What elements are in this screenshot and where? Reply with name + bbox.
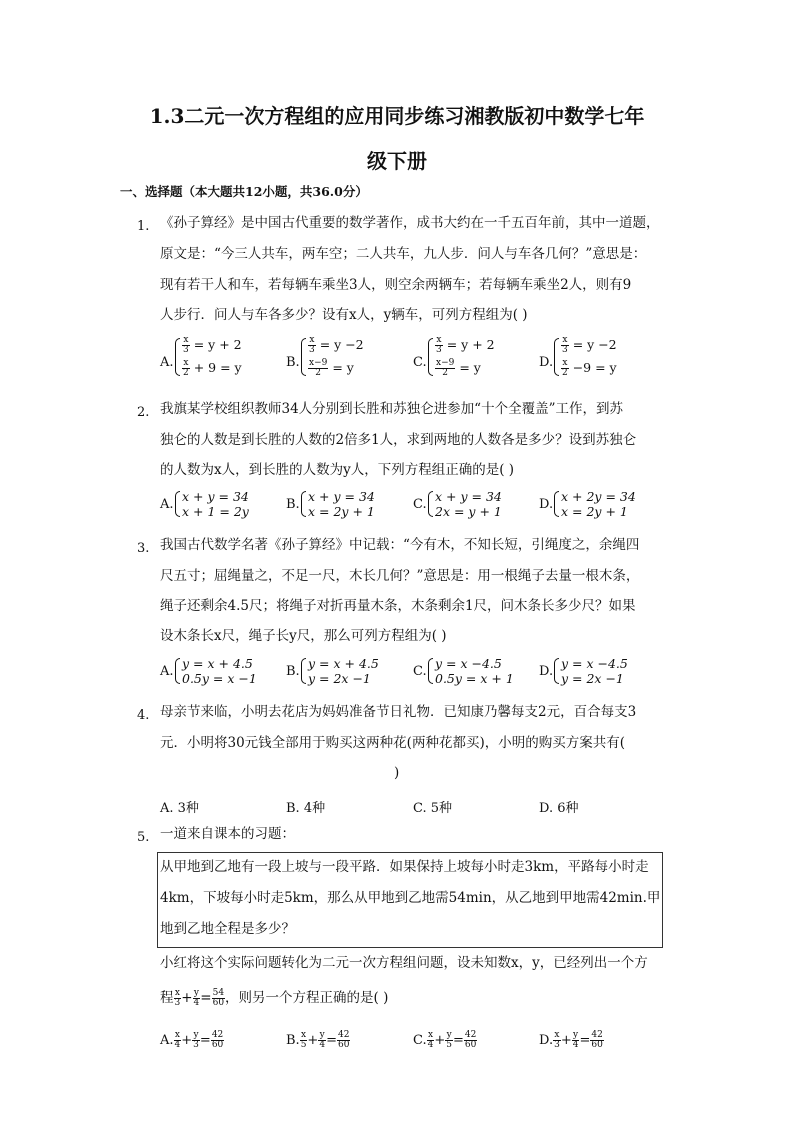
q2-text-line: 我旗某学校组织教师34人分别到长胜和苏独仑进参加“十个全覆盖”工作，到苏: [160, 401, 623, 417]
fraction: [445, 1031, 453, 1050]
fraction-denominator: 3: [193, 1040, 199, 1050]
fraction-numerator: x−9: [309, 358, 328, 368]
fraction: [182, 359, 190, 378]
fraction-numerator: x−9: [436, 358, 455, 368]
operator: +: [181, 989, 193, 1006]
q2-option-a[interactable]: A.: [160, 497, 174, 512]
q4-option-b[interactable]: B. 4种: [286, 801, 326, 816]
equation-system: [554, 336, 617, 378]
fraction: [561, 336, 569, 355]
fraction-numerator: 42: [464, 1030, 477, 1040]
q5-option-c[interactable]: [413, 1031, 477, 1050]
operator: +: [307, 1033, 319, 1048]
equation-system: [428, 656, 514, 686]
fraction: [212, 989, 225, 1008]
equation-row: 2x = y + 1: [435, 504, 502, 519]
equation-system: [428, 336, 495, 378]
equation-row: x + y = 34: [308, 489, 375, 504]
equation-row: [435, 359, 495, 378]
fraction-denominator: 2: [315, 368, 322, 378]
q5-option-b[interactable]: [286, 1031, 350, 1050]
equation-system: [554, 489, 636, 519]
fraction: [193, 989, 201, 1008]
q2-option-b[interactable]: B.: [286, 497, 300, 512]
q5-given-equation-line: [160, 989, 388, 1008]
equation-row: [308, 359, 364, 378]
q2-text-line: 的人数为x人，到长胜的人数为y人，下列方程组正确的是( ): [160, 462, 515, 478]
equation-row: 0.5y = x + 1: [435, 671, 514, 686]
fraction: [427, 1031, 435, 1050]
equation-system: [175, 336, 242, 378]
fraction-denominator: 4: [193, 998, 200, 1008]
fraction-numerator: x: [183, 335, 189, 345]
equation-row: [308, 336, 364, 355]
q1-text-line: 现有若干人和车，若每辆车乘坐3人，则空余两辆车；若每辆车乘坐2人，则有9: [160, 277, 632, 293]
fraction-numerator: x: [183, 358, 189, 368]
fraction-numerator: y: [319, 1030, 325, 1040]
option-label: B.: [286, 1033, 300, 1048]
q5-intro: 一道来自课本的习题：: [160, 826, 295, 842]
fraction: [182, 336, 190, 355]
operator: +: [434, 1033, 446, 1048]
fraction-denominator: 3: [174, 998, 181, 1008]
equation-row: x + y = 34: [435, 489, 502, 504]
q2-option-d[interactable]: D.: [539, 497, 554, 512]
equation-rest: = y: [328, 360, 354, 375]
equation-row: y = 2x −1: [561, 671, 624, 686]
q3-text-line: 尺五寸；屈绳量之，不足一尺，木长几何？”意思是：用一根绳子去量一根木条，: [160, 568, 640, 584]
equation-row: x = 2y + 1: [308, 504, 375, 519]
equation-row: y = x −4.5: [561, 656, 628, 671]
q4-option-c[interactable]: C. 5种: [413, 801, 453, 816]
option-label: C.: [413, 1033, 427, 1048]
q2-text-line: 独仑的人数是到长胜的人数的2倍多1人，求到两地的人数各是多少？设到苏独仑: [160, 432, 637, 448]
doc-title-line2: 级下册: [367, 149, 427, 173]
equation-system: [301, 489, 375, 519]
operator: =: [199, 1033, 211, 1048]
q4-text-line: 母亲节来临，小明去花店为妈妈准备节日礼物．已知康乃馨每支2元，百合每支3: [160, 704, 637, 720]
equation-rest: −9 = y: [568, 360, 617, 375]
equation-rest: = y −2: [315, 337, 364, 352]
equation-row: [435, 336, 495, 355]
fraction: [192, 1031, 200, 1050]
equation-row: x + 1 = 2y: [182, 504, 249, 519]
equation-row: [182, 336, 242, 355]
equation-row: [561, 336, 617, 355]
q2-option-c[interactable]: C.: [413, 497, 427, 512]
option-label: D.: [539, 1033, 554, 1048]
fraction-denominator: 3: [554, 1040, 560, 1050]
q3-option-b[interactable]: B.: [286, 664, 300, 679]
equation-row: [561, 359, 617, 378]
fraction-denominator: 2: [562, 368, 568, 378]
q1-text-line: 人步行．问人与车各多少？设有x人，y辆车，可列方程组为( ): [160, 307, 528, 323]
equation-system: [428, 489, 502, 519]
section-heading: 一、选择题（本大题共12小题，共36.0分）: [120, 184, 368, 199]
fraction-numerator: y: [573, 1030, 579, 1040]
operator: =: [326, 1033, 337, 1048]
q5-option-a[interactable]: [160, 1031, 224, 1050]
fraction: [553, 1031, 561, 1050]
equation-system: [301, 336, 364, 378]
fraction-numerator: x: [562, 335, 568, 345]
q3-text-line: 绳子还剩余4.5尺；将绳子对折再量木条，木条剩余1尺，问木条长多少尺？如果: [160, 598, 636, 614]
fraction-numerator: x: [174, 988, 180, 998]
operator: =: [579, 1033, 591, 1048]
fraction-numerator: x: [436, 335, 442, 345]
fraction: [435, 359, 455, 378]
equation-system: [175, 489, 249, 519]
fraction-denominator: 4: [174, 1040, 181, 1050]
q3-option-c[interactable]: C.: [413, 664, 427, 679]
q5-box-line: 地到乙地全程是多少？: [160, 921, 295, 937]
q5-box-line: 4km，下坡每小时走5km，那么从甲地到乙地需54min，从乙地到甲地需42min.甲: [160, 890, 661, 906]
fraction-denominator: 60: [337, 1040, 350, 1050]
q1-option-a[interactable]: A.: [160, 355, 174, 370]
q1-text-line: 原文是：“今三人共车，两车空；二人共车，九人步．问人与车各几何？”意思是：: [160, 246, 647, 262]
equation-row: y = x + 4.5: [182, 656, 253, 671]
question-number: 2.: [137, 405, 150, 420]
fraction-denominator: 3: [309, 345, 315, 355]
equation-rest: = y: [455, 360, 481, 375]
equation-rest: = y −2: [568, 337, 617, 352]
fraction-numerator: y: [193, 988, 199, 998]
fraction-denominator: 60: [464, 1040, 477, 1050]
fraction: [174, 989, 182, 1008]
fraction: [561, 359, 569, 378]
fraction-numerator: x: [554, 1030, 560, 1040]
operator: +: [181, 1033, 193, 1048]
fraction-numerator: 54: [212, 988, 225, 998]
equation-row: [182, 359, 242, 378]
q4-text-line: 元．小明将30元钱全部用于购买这两种花(两种花都买)，小明的购买方案共有(: [160, 735, 625, 751]
equation-row: x = 2y + 1: [561, 504, 628, 519]
option-label: A.: [160, 1033, 174, 1048]
fraction-numerator: 42: [591, 1030, 603, 1040]
fraction-numerator: y: [446, 1030, 452, 1040]
q1-option-b[interactable]: B.: [286, 355, 300, 370]
fraction-denominator: 60: [212, 998, 225, 1008]
equation-rest: = y + 2: [189, 337, 242, 352]
fraction-denominator: 60: [591, 1040, 603, 1050]
equation-rest: = y + 2: [442, 337, 495, 352]
fraction: [308, 336, 316, 355]
q3-option-a[interactable]: A.: [160, 664, 174, 679]
fraction-numerator: 42: [211, 1030, 224, 1040]
equation-row: y = x + 4.5: [308, 656, 379, 671]
q3-text-line: 我国古代数学名著《孙子算经》中记载：“今有木，不知长短，引绳度之，余绳四: [160, 537, 640, 553]
fraction: [435, 336, 443, 355]
q5-text-line: 小红将这个实际问题转化为二元一次方程组问题，设未知数x，y，已经列出一个方: [160, 955, 648, 971]
operator: +: [560, 1033, 572, 1048]
fraction: [337, 1031, 350, 1050]
q5-given-suffix: ，则另一个方程正确的是( ): [225, 989, 389, 1006]
equation-system: [301, 656, 379, 686]
q3-option-d[interactable]: D.: [539, 664, 554, 679]
fraction: [318, 1031, 326, 1050]
fraction-numerator: x: [562, 358, 568, 368]
fraction: [590, 1031, 603, 1050]
q3-text-line: 设木条长x尺，绳子长y尺，那么可列方程组为( ): [160, 628, 447, 644]
operator: =: [453, 1033, 464, 1048]
fraction-denominator: 5: [446, 1040, 452, 1050]
q4-text-line: ): [394, 765, 400, 781]
fraction: [464, 1031, 477, 1050]
fraction-denominator: 3: [436, 345, 442, 355]
fraction: [174, 1031, 182, 1050]
operator: =: [200, 989, 212, 1006]
q1-option-c[interactable]: C.: [413, 355, 427, 370]
fraction-numerator: x: [427, 1030, 434, 1040]
fraction-denominator: 4: [427, 1040, 434, 1050]
fraction-numerator: y: [193, 1030, 199, 1040]
fraction-denominator: 4: [572, 1040, 579, 1050]
fraction: [308, 359, 328, 378]
question-number: 3.: [137, 541, 150, 556]
q5-given-prefix: 程: [160, 989, 174, 1006]
q1-text-line: 《孙子算经》是中国古代重要的数学著作，成书大约在一千五百年前，其中一道题，: [160, 215, 660, 231]
q1-option-d[interactable]: D.: [539, 355, 554, 370]
equation-row: y = 2x −1: [308, 671, 371, 686]
question-number: 4.: [137, 708, 150, 723]
fraction-numerator: 42: [337, 1030, 350, 1040]
q4-option-a[interactable]: A. 3种: [160, 801, 199, 816]
equation-rest: + 9 = y: [189, 360, 242, 375]
q5-given-equation: [174, 989, 226, 1008]
q5-box-line: 从甲地到乙地有一段上坡与一段平路．如果保持上坡每小时走3km，平路每小时走: [160, 859, 649, 875]
equation-row: y = x −4.5: [435, 656, 502, 671]
fraction-denominator: 3: [183, 345, 189, 355]
fraction-denominator: 4: [319, 1040, 326, 1050]
fraction-denominator: 2: [442, 368, 449, 378]
fraction-denominator: 3: [562, 345, 568, 355]
fraction-numerator: x: [174, 1030, 180, 1040]
fraction: [211, 1031, 224, 1050]
equation-row: 0.5y = x −1: [182, 671, 257, 686]
fraction-denominator: 2: [183, 368, 189, 378]
q5-option-d[interactable]: [539, 1031, 604, 1050]
equation-row: x + y = 34: [182, 489, 249, 504]
equation-row: x + 2y = 34: [561, 489, 636, 504]
equation-system: [554, 656, 628, 686]
fraction-numerator: x: [309, 335, 315, 345]
doc-title-line1: 1.3二元一次方程组的应用同步练习湘教版初中数学七年: [149, 104, 645, 128]
equation-system: [175, 656, 257, 686]
q4-option-d[interactable]: D. 6种: [539, 801, 579, 816]
question-number: 1.: [137, 219, 150, 234]
fraction: [572, 1031, 580, 1050]
fraction-denominator: 60: [211, 1040, 224, 1050]
fraction-denominator: 5: [300, 1040, 307, 1050]
fraction-numerator: x: [301, 1030, 307, 1040]
question-number: 5.: [137, 830, 150, 845]
fraction: [300, 1031, 308, 1050]
